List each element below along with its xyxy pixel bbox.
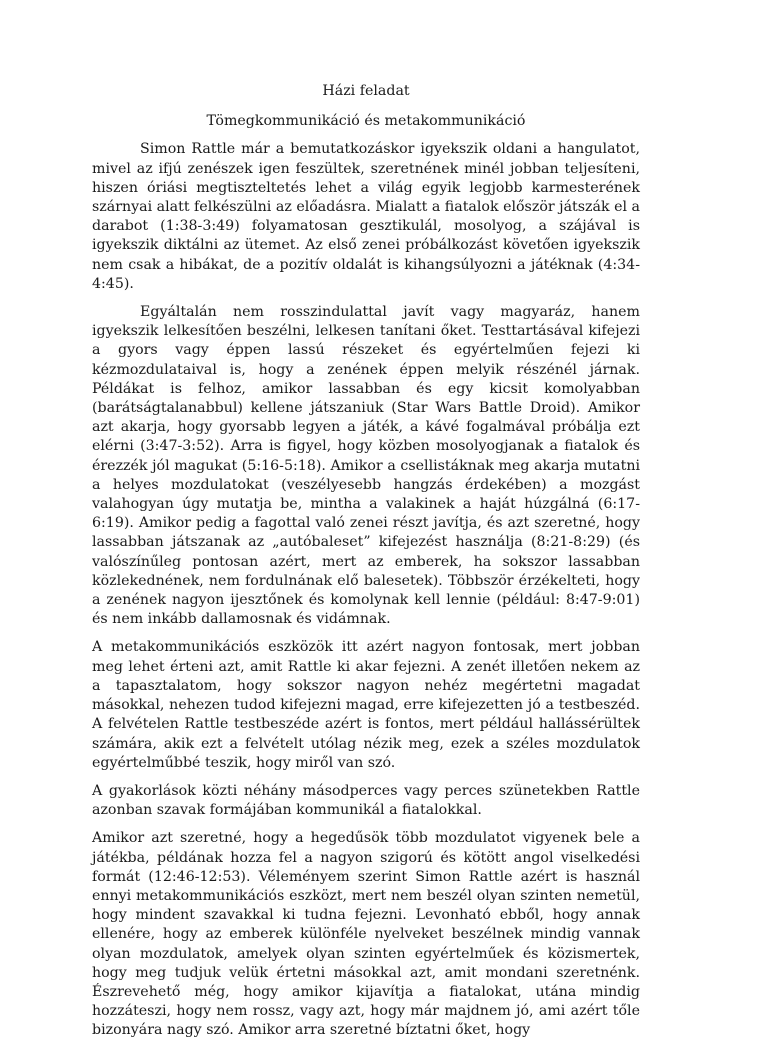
paragraph-4: A gyakorlások közti néhány másodperces vagy perces szünetekben Rattle azonban szavak formájában kommunikál a fiatalokkal. — [92, 782, 640, 819]
document-page — [92, 82, 640, 1050]
paragraph-3: A metakommunikációs eszközök itt azért nagyon fontosak, mert jobban meg lehet érteni azt, amit Rattle ki akar fejezni. A zenét illetően nekem az a tapasztalatom, hogy sokszor nagyon nehéz megértetni magadat másokkal, nehezen tudod kifejezni magad, erre kifejezetten jó a testbeszéd. A felvételen Rattle testbeszéde azért is fontos, mert például hallássérültek számára, akik ezt a felvételt utólag nézik meg, ezek a széles mozdulatok egyértelműbbé teszik, hogy miről van szó. — [92, 639, 640, 771]
paragraph-2: Egyáltalán nem rosszindulattal javít vagy magyaráz, hanem igyekszik lelkesítően beszélni, lelkesen tanítani őket. Testtartásával kifejezi a gyors vagy éppen lassú részeket és egyértelműen fejezi ki kézmozdulataival is, hogy a zenének éppen melyik részénél járnak. Példákat is felhoz, amikor lassabban és egy kicsit komolyabban (barátságtalanabbul) kellene játszaniuk (Star Wars Battle Droid). Amikor azt akarja, hogy gyorsabb legyen a játék, a kávé fogalmával próbálja ezt elérni (3:47-3:52). Arra is figyel, hogy közben mosolyogjanak a fiatalok és érezzék jól magukat (5:16-5:18). Amikor a csellistáknak meg akarja mutatni a helyes mozdulatokat (veszélyesebb hangzás érdekében) a mozgást valahogyan úgy mutatja be, mintha a valakinek a haját húzgálná (6:17-6:19). Amikor pedig a fagottal való zenei részt javítja, és azt szeretné, hogy lassabban játszanak az „autóbaleset” kifejezést használja (8:21-8:29) (és valószínűleg pontosan azért, mert az emberek, ha sokszor lassabban közlekednének, nem fordulnának elő balesetek). Többször érzékelteti, hogy a zenének nagyon ijesztőnek és komolynak kell lennie (például: 8:47-9:01) és nem inkább dallamosnak és vidámnak. — [92, 304, 640, 628]
paragraph-1: Simon Rattle már a bemutatkozáskor igyekszik oldani a hangulatot, mivel az ifjú zenészek igen feszültek, szeretnének minél jobban teljesíteni, hiszen óriási megtiszteltetés lehet a világ egyik legjobb karmesterének szárnyai alatt felkészülni az előadásra. Mialatt a fiatalok először játszák el a darabot (1:38-3:49) folyamatosan gesztikulál, mosolyog, a szájával is igyekszik diktálni az ütemet. Az első zenei próbálkozást követően igyekszik nem csak a hibákat, de a pozitív oldalát is kihangsúlyozni a játéknak (4:34-4:45). — [92, 141, 640, 292]
document-title: Házi feladat — [322, 83, 410, 99]
paragraph-5: Amikor azt szeretné, hogy a hegedűsök több mozdulatot vigyenek bele a játékba, példának hozza fel a nagyon szigorú és kötött angol viselkedési formát (12:46-12:53). Véleményem szerint Simon Rattle azért is használ ennyi metakommunikációs eszközt, mert nem beszél olyan szinten nemetül, hogy mindent szavakkal ki tudna fejezni. Levonható ebből, hogy annak ellenére, hogy az emberek különféle nyelveket beszélnek mindig vannak olyan mozdulatok, amelyek olyan szinten egyértelműek és közismertek, hogy meg tudjuk velük értetni másokkal azt, amit mondani szeretnénk. Észrevehető még, hogy amikor kijavítja a fiatalokat, utána mindig hozzáteszi, hogy nem rossz, vagy azt, hogy már majdnem jó, ami azért tőle bizonyára nagy szó. Amikor arra szeretné bíztatni őket, hogy — [92, 830, 640, 1039]
document-subtitle: Tömegkommunikáció és metakommunikáció — [206, 113, 526, 130]
